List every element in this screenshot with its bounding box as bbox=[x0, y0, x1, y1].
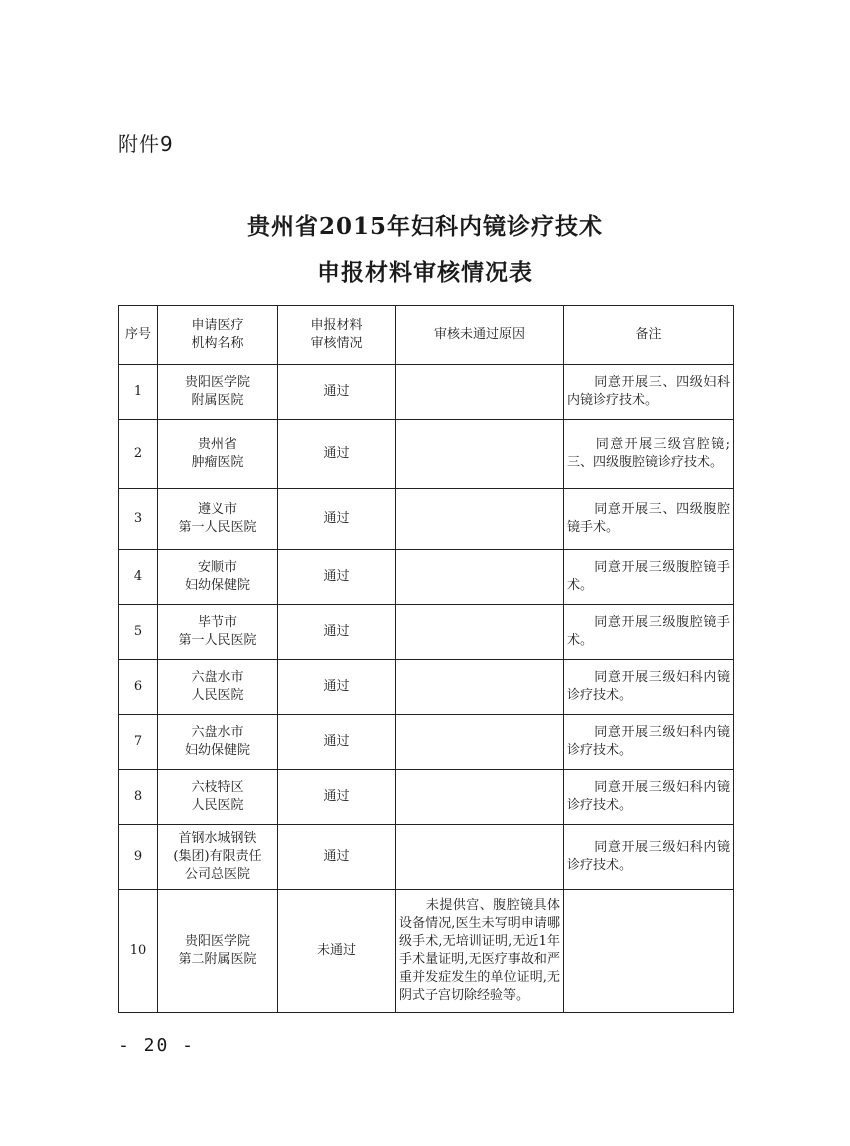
attachment-label: 附件9 bbox=[118, 132, 174, 156]
cell-institution: 六盘水市 妇幼保健院 bbox=[158, 715, 278, 770]
cell-note: 同意开展三级宫腔镜;三、四级腹腔镜诊疗技术。 bbox=[564, 420, 734, 489]
header-no: 序号 bbox=[119, 306, 158, 365]
table-row bbox=[119, 770, 734, 825]
document-title-line-1: 贵州省2015年妇科内镜诊疗技术 bbox=[246, 213, 603, 240]
cell-no: 7 bbox=[119, 715, 158, 770]
page-number: - 20 - bbox=[118, 1035, 196, 1056]
document-title-line-2: 申报材料审核情况表 bbox=[317, 259, 533, 286]
cell-no: 6 bbox=[119, 660, 158, 715]
cell-institution: 安顺市 妇幼保健院 bbox=[158, 550, 278, 605]
cell-note: 同意开展三级腹腔镜手术。 bbox=[564, 605, 734, 660]
table-row bbox=[119, 420, 734, 489]
cell-no: 1 bbox=[119, 365, 158, 420]
table-row bbox=[119, 715, 734, 770]
header-institution: 申请医疗 机构名称 bbox=[158, 306, 278, 365]
header-note: 备注 bbox=[564, 306, 734, 365]
cell-status: 通过 bbox=[278, 420, 396, 489]
table-header-row bbox=[119, 306, 734, 365]
cell-institution: 贵阳医学院 附属医院 bbox=[158, 365, 278, 420]
cell-note: 同意开展三级妇科内镜诊疗技术。 bbox=[564, 825, 734, 890]
review-table bbox=[118, 305, 734, 1013]
table-row bbox=[119, 550, 734, 605]
cell-note: 同意开展三、四级妇科内镜诊疗技术。 bbox=[564, 365, 734, 420]
cell-no: 9 bbox=[119, 825, 158, 890]
table-row bbox=[119, 890, 734, 1013]
cell-institution: 六枝特区 人民医院 bbox=[158, 770, 278, 825]
cell-status: 未通过 bbox=[278, 890, 396, 1013]
cell-reason bbox=[396, 489, 564, 550]
cell-note bbox=[564, 890, 734, 1013]
cell-reason bbox=[396, 605, 564, 660]
cell-reason bbox=[396, 770, 564, 825]
table-row bbox=[119, 825, 734, 890]
cell-institution: 贵阳医学院 第二附属医院 bbox=[158, 890, 278, 1013]
cell-status: 通过 bbox=[278, 770, 396, 825]
table-row bbox=[119, 365, 734, 420]
cell-institution: 遵义市 第一人民医院 bbox=[158, 489, 278, 550]
cell-reason bbox=[396, 660, 564, 715]
cell-status: 通过 bbox=[278, 550, 396, 605]
cell-status: 通过 bbox=[278, 825, 396, 890]
cell-no: 5 bbox=[119, 605, 158, 660]
table-row bbox=[119, 605, 734, 660]
cell-reason bbox=[396, 825, 564, 890]
cell-reason: 未提供宫、腹腔镜具体设备情况,医生未写明申请哪级手术,无培训证明,无近1年手术量证明,无医疗事故和严重并发症发生的单位证明,无阴式子宫切除经验等。 bbox=[396, 890, 564, 1013]
cell-no: 3 bbox=[119, 489, 158, 550]
cell-note: 同意开展三级腹腔镜手术。 bbox=[564, 550, 734, 605]
cell-institution: 贵州省 肿瘤医院 bbox=[158, 420, 278, 489]
header-status: 申报材料 审核情况 bbox=[278, 306, 396, 365]
cell-note: 同意开展三、四级腹腔镜手术。 bbox=[564, 489, 734, 550]
cell-institution: 毕节市 第一人民医院 bbox=[158, 605, 278, 660]
cell-status: 通过 bbox=[278, 660, 396, 715]
cell-institution: 六盘水市 人民医院 bbox=[158, 660, 278, 715]
table-row bbox=[119, 489, 734, 550]
cell-note: 同意开展三级妇科内镜诊疗技术。 bbox=[564, 770, 734, 825]
header-reason: 审核未通过原因 bbox=[396, 306, 564, 365]
cell-no: 10 bbox=[119, 890, 158, 1013]
cell-reason bbox=[396, 420, 564, 489]
cell-status: 通过 bbox=[278, 365, 396, 420]
table-row bbox=[119, 660, 734, 715]
cell-status: 通过 bbox=[278, 605, 396, 660]
cell-status: 通过 bbox=[278, 715, 396, 770]
cell-no: 2 bbox=[119, 420, 158, 489]
cell-no: 8 bbox=[119, 770, 158, 825]
cell-institution: 首钢水城钢铁 (集团)有限责任 公司总医院 bbox=[158, 825, 278, 890]
cell-status: 通过 bbox=[278, 489, 396, 550]
cell-note: 同意开展三级妇科内镜诊疗技术。 bbox=[564, 660, 734, 715]
cell-note: 同意开展三级妇科内镜诊疗技术。 bbox=[564, 715, 734, 770]
cell-reason bbox=[396, 550, 564, 605]
cell-reason bbox=[396, 365, 564, 420]
cell-no: 4 bbox=[119, 550, 158, 605]
cell-reason bbox=[396, 715, 564, 770]
